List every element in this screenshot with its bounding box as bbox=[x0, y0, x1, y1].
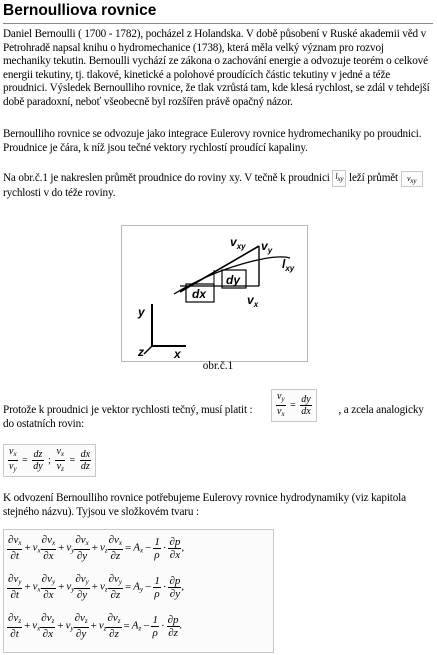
fraction: $\frac{\partial v_x}{\partial z}$ bbox=[108, 534, 123, 562]
fraction: $\frac{1}{\rho}$ bbox=[154, 535, 160, 561]
symbol-l-xy: $l_{xy}$ bbox=[332, 170, 346, 187]
label-vy: $v_y$ bbox=[261, 239, 273, 255]
figure-caption: obr.č.1 bbox=[202, 360, 234, 372]
fraction: $\frac{\partial v_y}{\partial z}$ bbox=[108, 573, 123, 601]
equation-other-planes: $\frac{v_x}{v_y}$ = $\frac{dz}{dy}$ ; $\frac{v_x}{v_z}$ = $\frac{dx}{dz}$ bbox=[3, 444, 96, 477]
fraction: $\frac{\partial v_y}{\partial y}$ bbox=[75, 573, 89, 601]
paragraph-definition: Bernoulliho rovnice se odvozuje jako integrace Eulerovy rovnice hydromechaniky po proudnici. Proudnice je čára, k níž jsou tečné vektory rychlostí proudící kapaliny. bbox=[3, 128, 422, 154]
fraction: $\frac{\partial p}{\partial x}$ bbox=[169, 535, 181, 561]
label-y: y bbox=[138, 305, 145, 319]
fraction: $\frac{\partial v_x}{\partial x}$ bbox=[41, 534, 56, 562]
euler-row-z: $\frac{\partial v_z}{\partial t}$ + $v_x$ $\frac{\partial v_z}{\partial x}$ + $v_y$ $\frac{\partial v_z}{\partial y}$ + $v_z$ $\frac{\partial v_z}{\partial z}$ = $A_z$ − $\frac{1}{\rho}$ · $\frac{\partial p}{\partial z}$ . bbox=[8, 612, 183, 640]
label-vx: $v_x$ bbox=[247, 293, 259, 309]
paragraph-euler-intro: K odvození Bernoulliho rovnice potřebujeme Eulerovy rovnice hydrodynamiky (viz kapitola stejného názvu). Tyjsou ve složkovém tvaru : bbox=[3, 492, 406, 518]
fraction: $\frac{\partial v_z}{\partial y}$ bbox=[74, 612, 88, 640]
paragraph-tangent: Protože k proudnici je vektor rychlosti tečný, musí platit : , a zcela analogicky do ostatních rovin: bbox=[3, 404, 424, 430]
fraction: $\frac{\partial p}{\partial y}$ bbox=[169, 574, 181, 600]
axis-z bbox=[144, 346, 152, 354]
fraction: $\frac{\partial v_z}{\partial t}$ bbox=[8, 612, 22, 640]
label-z: z bbox=[138, 345, 144, 359]
velocity-vector-xy bbox=[180, 246, 259, 292]
paragraph-history: Daniel Bernoulli ( 1700 - 1782), pocházel z Holandska. V době působení v Ruské akademii věd v Petrohradě napsal knihu o hydromechanice (1738), která měla velký význam pro rozvoj mechaniky tekutin. Bernoulli vychází ze zákona o zachování energie a odvozuje teorém o celkové energii tekutiny, tj. tlakové, kinetické a polohové proudících částic tekutiny v jedné a téže proudnici. Výsledek Bernoulliho rovnice, že tlak vzrůstá tam, kde klesá rychlost, se zdál v tehdejší době paradoxní, neboť všeobecně byl rozšířen právě opačný názor. bbox=[3, 28, 430, 108]
label-x: x bbox=[174, 347, 181, 361]
fraction: $\frac{1}{\rho}$ bbox=[152, 613, 158, 639]
label-dy: dy bbox=[226, 273, 241, 287]
equation-euler-system bbox=[3, 529, 274, 653]
label-vxy: $v_{xy}$ bbox=[230, 235, 246, 251]
label-lxy: $l_{xy}$ bbox=[282, 257, 295, 273]
fraction: $\frac{\partial p}{\partial z}$ bbox=[167, 613, 179, 639]
fraction: $\frac{\partial v_z}{\partial x}$ bbox=[41, 612, 55, 640]
label-dx: dx bbox=[192, 287, 207, 301]
euler-row-x: $\frac{\partial v_x}{\partial t}$ + $v_x$ $\frac{\partial v_x}{\partial x}$ + $v_y$ $\frac{\partial v_x}{\partial y}$ + $v_z$ $\frac{\partial v_x}{\partial z}$ = $A_x$ − $\frac{1}{\rho}$ · $\frac{\partial p}{\partial x}$ , bbox=[8, 534, 185, 562]
symbol-v-xy: $v_{xy}$ bbox=[401, 171, 423, 187]
equation-tangent: $\frac{v_y}{v_x}$ = $\frac{dy}{dx}$ bbox=[271, 389, 317, 422]
fraction: $\frac{\partial v_x}{\partial t}$ bbox=[8, 534, 22, 562]
paragraph-projection-text-b: leží průmět bbox=[349, 172, 399, 185]
fraction: $\frac{\partial v_y}{\partial x}$ bbox=[41, 573, 56, 601]
figure-streamline bbox=[121, 225, 308, 362]
fraction: $\frac{\partial v_z}{\partial z}$ bbox=[107, 612, 121, 640]
fraction: $\frac{1}{\rho}$ bbox=[154, 574, 160, 600]
paragraph-projection-text-c: rychlosti v do téže roviny. bbox=[3, 187, 116, 199]
document-page bbox=[3, 0, 433, 640]
fraction: $\frac{\partial v_y}{\partial t}$ bbox=[8, 573, 22, 601]
figure-streamline-drawing bbox=[122, 226, 307, 361]
fraction: $\frac{\partial v_x}{\partial y}$ bbox=[75, 534, 89, 562]
euler-row-y: $\frac{\partial v_y}{\partial t}$ + $v_x$ $\frac{\partial v_y}{\partial x}$ + $v_y$ $\frac{\partial v_y}{\partial y}$ + $v_z$ $\frac{\partial v_y}{\partial z}$ = $A_y$ − $\frac{1}{\rho}$ · $\frac{\partial p}{\partial y}$ , bbox=[8, 573, 185, 601]
paragraph-projection bbox=[3, 170, 433, 201]
paragraph-projection-text-a: Na obr.č.1 je nakreslen průmět proudnice do roviny xy. V tečně k proudnici bbox=[3, 172, 330, 185]
page-title: Bernoulliova rovnice bbox=[3, 2, 433, 24]
